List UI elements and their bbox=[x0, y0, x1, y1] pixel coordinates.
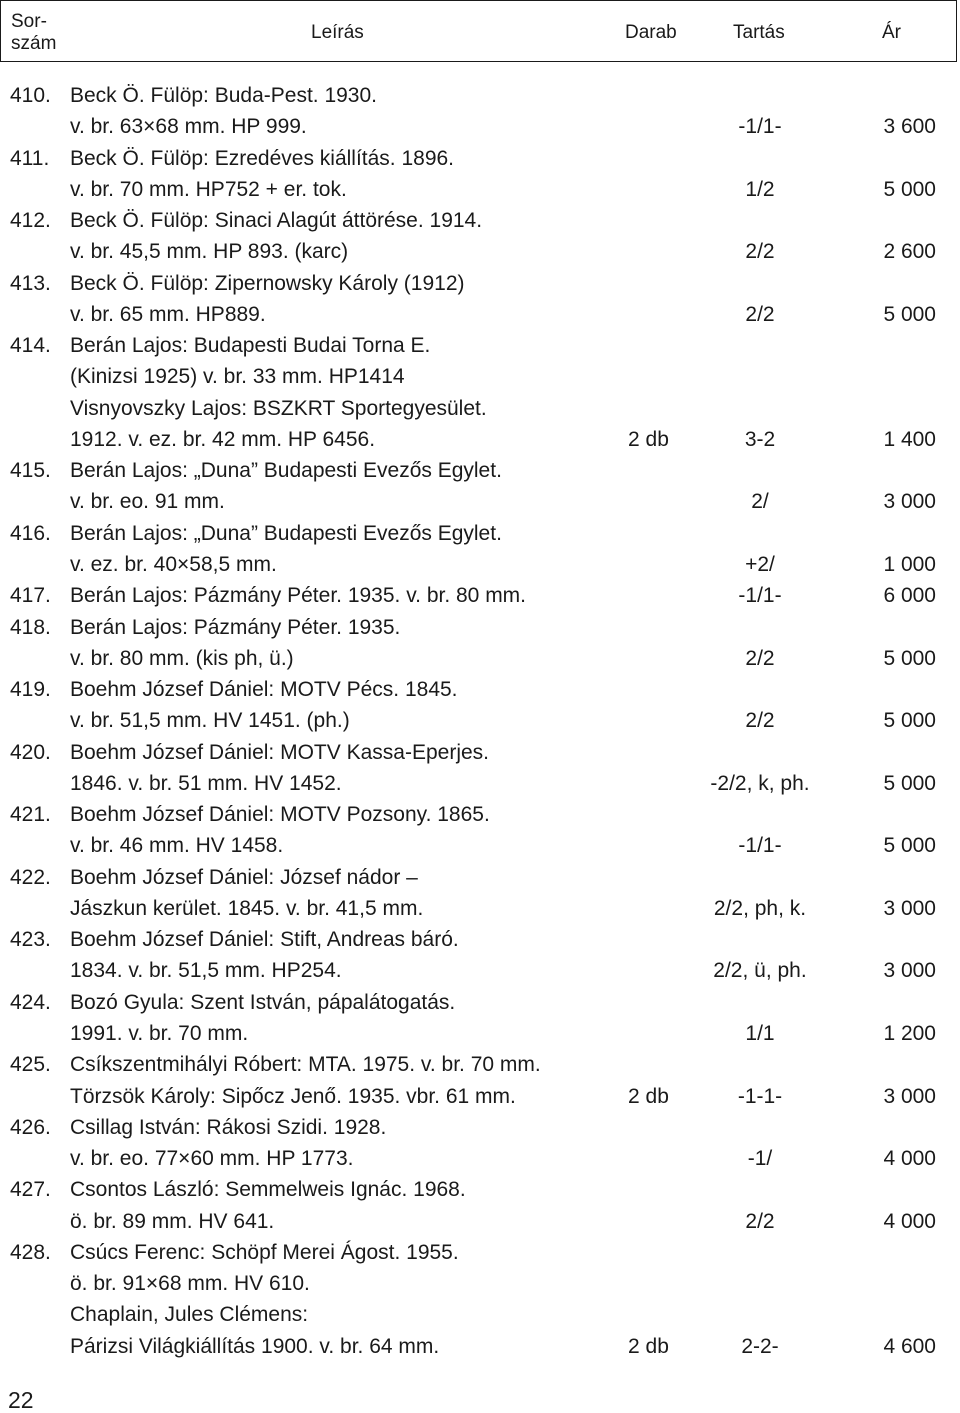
entry-tartas: -1-1- bbox=[737, 1084, 783, 1108]
catalog-entry bbox=[0, 205, 960, 268]
entry-tartas: 2-2- bbox=[741, 1334, 779, 1358]
entry-desc: Boehm József Dániel: Stift, Andreas báró. bbox=[70, 928, 459, 952]
catalog-entry bbox=[0, 455, 960, 518]
entry-desc: 1834. v. br. 51,5 mm. HP254. bbox=[70, 959, 342, 983]
entry-tartas: 2/2, ph, k. bbox=[713, 896, 807, 920]
entry-desc: v. ez. br. 40×58,5 mm. bbox=[70, 552, 277, 576]
entry-desc: v. br. 51,5 mm. HV 1451. (ph.) bbox=[70, 709, 350, 733]
entry-number: 414. bbox=[10, 334, 51, 358]
entry-line bbox=[0, 1081, 960, 1112]
entry-line bbox=[0, 862, 960, 893]
catalog-entry bbox=[0, 1237, 960, 1362]
entry-ar: 5 000 bbox=[883, 834, 936, 858]
entry-line bbox=[0, 1237, 960, 1268]
entry-tartas: -1/1- bbox=[738, 834, 782, 858]
entry-line bbox=[0, 518, 960, 549]
entry-line bbox=[0, 1174, 960, 1205]
entry-tartas: 2/2 bbox=[745, 240, 775, 264]
entry-ar: 1 200 bbox=[883, 1021, 936, 1045]
entry-line bbox=[0, 424, 960, 455]
entry-number: 427. bbox=[10, 1178, 51, 1202]
catalog-entry bbox=[0, 518, 960, 581]
header-sorszam-line1: Sor- bbox=[11, 11, 47, 32]
entry-desc: v. br. 45,5 mm. HP 893. (karc) bbox=[70, 240, 349, 264]
entry-line bbox=[0, 1331, 960, 1362]
header-ar: Ár bbox=[882, 22, 901, 43]
catalog-list bbox=[0, 80, 960, 1362]
entry-line bbox=[0, 955, 960, 986]
entry-number: 412. bbox=[10, 209, 51, 233]
entry-desc: Párizsi Világkiállítás 1900. v. br. 64 mm. bbox=[70, 1334, 440, 1358]
catalog-entry bbox=[0, 80, 960, 143]
entry-tartas: 2/2 bbox=[745, 646, 775, 670]
entry-desc: Boehm József Dániel: MOTV Pécs. 1845. bbox=[70, 678, 458, 702]
entry-ar: 1 000 bbox=[883, 552, 936, 576]
entry-desc: Csillag István: Rákosi Szidi. 1928. bbox=[70, 1115, 387, 1139]
entry-line bbox=[0, 299, 960, 330]
entry-line bbox=[0, 80, 960, 111]
entry-tartas: 2/2 bbox=[745, 1209, 775, 1233]
entry-line bbox=[0, 924, 960, 955]
catalog-entry bbox=[0, 143, 960, 206]
entry-desc: Csúcs Ferenc: Schöpf Merei Ágost. 1955. bbox=[70, 1240, 459, 1264]
entry-line bbox=[0, 330, 960, 361]
entry-desc: Beck Ö. Fülöp: Sinaci Alagút áttörése. 1914. bbox=[70, 209, 483, 233]
entry-line bbox=[0, 674, 960, 705]
entry-line bbox=[0, 643, 960, 674]
catalog-entry bbox=[0, 268, 960, 331]
entry-number: 416. bbox=[10, 521, 51, 545]
entry-line bbox=[0, 455, 960, 486]
entry-number: 410. bbox=[10, 84, 51, 107]
entry-number: 426. bbox=[10, 1115, 51, 1139]
entry-line bbox=[0, 174, 960, 205]
entry-desc: Chaplain, Jules Clémens: bbox=[70, 1303, 309, 1327]
entry-desc: 1912. v. ez. br. 42 mm. HP 6456. bbox=[70, 427, 376, 451]
entry-desc: Boehm József Dániel: MOTV Pozsony. 1865. bbox=[70, 803, 490, 827]
entry-ar: 5 000 bbox=[883, 709, 936, 733]
entry-ar: 4 000 bbox=[883, 1147, 936, 1171]
catalog-entry bbox=[0, 330, 960, 455]
entry-desc: Boehm József Dániel: MOTV Kassa-Eperjes. bbox=[70, 740, 489, 764]
header-darab: Darab bbox=[625, 22, 677, 43]
entry-line bbox=[0, 830, 960, 861]
entry-desc: v. br. eo. 77×60 mm. HP 1773. bbox=[70, 1147, 354, 1171]
entry-tartas: 2/2, ü, ph. bbox=[713, 959, 807, 983]
catalog-entry bbox=[0, 862, 960, 925]
entry-line bbox=[0, 768, 960, 799]
entry-ar: 5 000 bbox=[883, 177, 936, 201]
entry-line bbox=[0, 486, 960, 517]
catalog-entry bbox=[0, 737, 960, 800]
entry-tartas: -1/1- bbox=[738, 115, 782, 139]
entry-ar: 5 000 bbox=[883, 771, 936, 795]
entry-tartas: +2/ bbox=[745, 552, 775, 576]
entry-line bbox=[0, 612, 960, 643]
entry-desc: v. br. 65 mm. HP889. bbox=[70, 302, 266, 326]
entry-ar: 4 600 bbox=[883, 1334, 936, 1358]
entry-ar: 1 400 bbox=[883, 427, 936, 451]
entry-number: 415. bbox=[10, 459, 51, 483]
page-number: 22 bbox=[8, 1387, 34, 1413]
entry-number: 413. bbox=[10, 271, 51, 295]
catalog-entry bbox=[0, 674, 960, 737]
header-sorszam-line2: szám bbox=[11, 33, 57, 54]
entry-number: 419. bbox=[10, 678, 51, 702]
catalog-entry bbox=[0, 987, 960, 1050]
entry-tartas: -1/ bbox=[747, 1147, 773, 1171]
entry-ar: 3 000 bbox=[883, 959, 936, 983]
entry-line bbox=[0, 268, 960, 299]
entry-desc: Jászkun kerület. 1845. v. br. 41,5 mm. bbox=[70, 896, 424, 920]
entry-number: 428. bbox=[10, 1240, 51, 1264]
entry-tartas: -1/1- bbox=[738, 584, 782, 608]
entry-line bbox=[0, 893, 960, 924]
entry-darab: 2 db bbox=[628, 1334, 669, 1358]
entry-desc: Boehm József Dániel: József nádor – bbox=[70, 865, 418, 889]
entry-desc: (Kinizsi 1925) v. br. 33 mm. HP1414 bbox=[70, 365, 405, 389]
entry-number: 424. bbox=[10, 990, 51, 1014]
entry-line bbox=[0, 705, 960, 736]
entry-tartas: 1/1 bbox=[745, 1021, 775, 1045]
entry-line bbox=[0, 205, 960, 236]
entry-darab: 2 db bbox=[628, 1084, 669, 1108]
entry-line bbox=[0, 1206, 960, 1237]
entry-darab: 2 db bbox=[628, 427, 669, 451]
entry-number: 422. bbox=[10, 865, 51, 889]
entry-desc: ö. br. 91×68 mm. HV 610. bbox=[70, 1272, 310, 1296]
catalog-entry bbox=[0, 580, 960, 611]
entry-line bbox=[0, 236, 960, 267]
entry-desc: Berán Lajos: Budapesti Budai Torna E. bbox=[70, 334, 431, 358]
entry-number: 411. bbox=[10, 146, 50, 170]
entry-number: 421. bbox=[10, 803, 51, 827]
entry-line bbox=[0, 737, 960, 768]
entry-line bbox=[0, 143, 960, 174]
entry-ar: 3 000 bbox=[883, 1084, 936, 1108]
entry-desc: Berán Lajos: Pázmány Péter. 1935. v. br. 80 mm. bbox=[70, 584, 527, 608]
entry-desc: 1846. v. br. 51 mm. HV 1452. bbox=[70, 771, 342, 795]
entry-tartas: 1/2 bbox=[745, 177, 775, 201]
catalog-entry bbox=[0, 1112, 960, 1175]
entry-desc: Berán Lajos: „Duna” Budapesti Evezős Egylet. bbox=[70, 521, 502, 545]
entry-number: 425. bbox=[10, 1053, 51, 1077]
entry-line bbox=[0, 1268, 960, 1299]
entry-desc: Törzsök Károly: Sipőcz Jenő. 1935. vbr. 61 mm. bbox=[70, 1084, 516, 1108]
entry-ar: 4 000 bbox=[883, 1209, 936, 1233]
entry-tartas: 2/2 bbox=[745, 302, 775, 326]
entry-desc: 1991. v. br. 70 mm. bbox=[70, 1021, 249, 1045]
entry-tartas: -2/2, k, ph. bbox=[710, 771, 810, 795]
entry-desc: Visnyovszky Lajos: BSZKRT Sportegyesület. bbox=[70, 396, 487, 420]
entry-ar: 5 000 bbox=[883, 646, 936, 670]
entry-desc: v. br. eo. 91 mm. bbox=[70, 490, 225, 514]
entry-line bbox=[0, 393, 960, 424]
entry-line bbox=[0, 1112, 960, 1143]
entry-ar: 2 600 bbox=[883, 240, 936, 264]
entry-tartas: 2/2 bbox=[745, 709, 775, 733]
entry-desc: v. br. 46 mm. HV 1458. bbox=[70, 834, 284, 858]
catalog-entry bbox=[0, 799, 960, 862]
entry-tartas: 3-2 bbox=[744, 427, 776, 451]
entry-line bbox=[0, 987, 960, 1018]
entry-number: 417. bbox=[10, 584, 51, 608]
entry-desc: v. br. 63×68 mm. HP 999. bbox=[70, 115, 307, 139]
table-header bbox=[0, 0, 957, 62]
entry-ar: 6 000 bbox=[883, 584, 936, 608]
entry-line bbox=[0, 1299, 960, 1330]
entry-ar: 3 000 bbox=[883, 896, 936, 920]
entry-desc: Beck Ö. Fülöp: Ezredéves kiállítás. 1896. bbox=[70, 146, 455, 170]
catalog-entry bbox=[0, 1174, 960, 1237]
entry-line bbox=[0, 799, 960, 830]
entry-line bbox=[0, 1143, 960, 1174]
entry-desc: Bozó Gyula: Szent István, pápalátogatás. bbox=[70, 990, 456, 1014]
catalog-entry bbox=[0, 924, 960, 987]
entry-line bbox=[0, 111, 960, 142]
entry-line bbox=[0, 549, 960, 580]
entry-desc: Berán Lajos: „Duna” Budapesti Evezős Egylet. bbox=[70, 459, 502, 483]
entry-ar: 3 600 bbox=[883, 115, 936, 139]
entry-ar: 5 000 bbox=[883, 302, 936, 326]
entry-desc: Berán Lajos: Pázmány Péter. 1935. bbox=[70, 615, 401, 639]
header-leiras: Leírás bbox=[311, 22, 364, 43]
entry-desc: Csontos László: Semmelweis Ignác. 1968. bbox=[70, 1178, 466, 1202]
entry-desc: v. br. 70 mm. HP752 + er. tok. bbox=[70, 177, 347, 201]
catalog-entry bbox=[0, 1049, 960, 1112]
entry-desc: Beck Ö. Fülöp: Buda-Pest. 1930. bbox=[70, 84, 378, 107]
entry-desc: Csíkszentmihályi Róbert: MTA. 1975. v. br. 70 mm. bbox=[70, 1053, 541, 1077]
header-tartas: Tartás bbox=[733, 22, 785, 43]
entry-number: 420. bbox=[10, 740, 51, 764]
entry-desc: v. br. 80 mm. (kis ph, ü.) bbox=[70, 646, 294, 670]
entry-tartas: 2/ bbox=[751, 490, 769, 514]
entry-number: 423. bbox=[10, 928, 51, 952]
header-sorszam bbox=[11, 11, 56, 55]
entry-line bbox=[0, 1018, 960, 1049]
catalog-entry bbox=[0, 612, 960, 675]
entry-line bbox=[0, 361, 960, 392]
entry-number: 418. bbox=[10, 615, 51, 639]
entry-ar: 3 000 bbox=[883, 490, 936, 514]
entry-desc: ö. br. 89 mm. HV 641. bbox=[70, 1209, 275, 1233]
entry-line bbox=[0, 580, 960, 611]
entry-line bbox=[0, 1049, 960, 1080]
entry-desc: Beck Ö. Fülöp: Zipernowsky Károly (1912) bbox=[70, 271, 465, 295]
